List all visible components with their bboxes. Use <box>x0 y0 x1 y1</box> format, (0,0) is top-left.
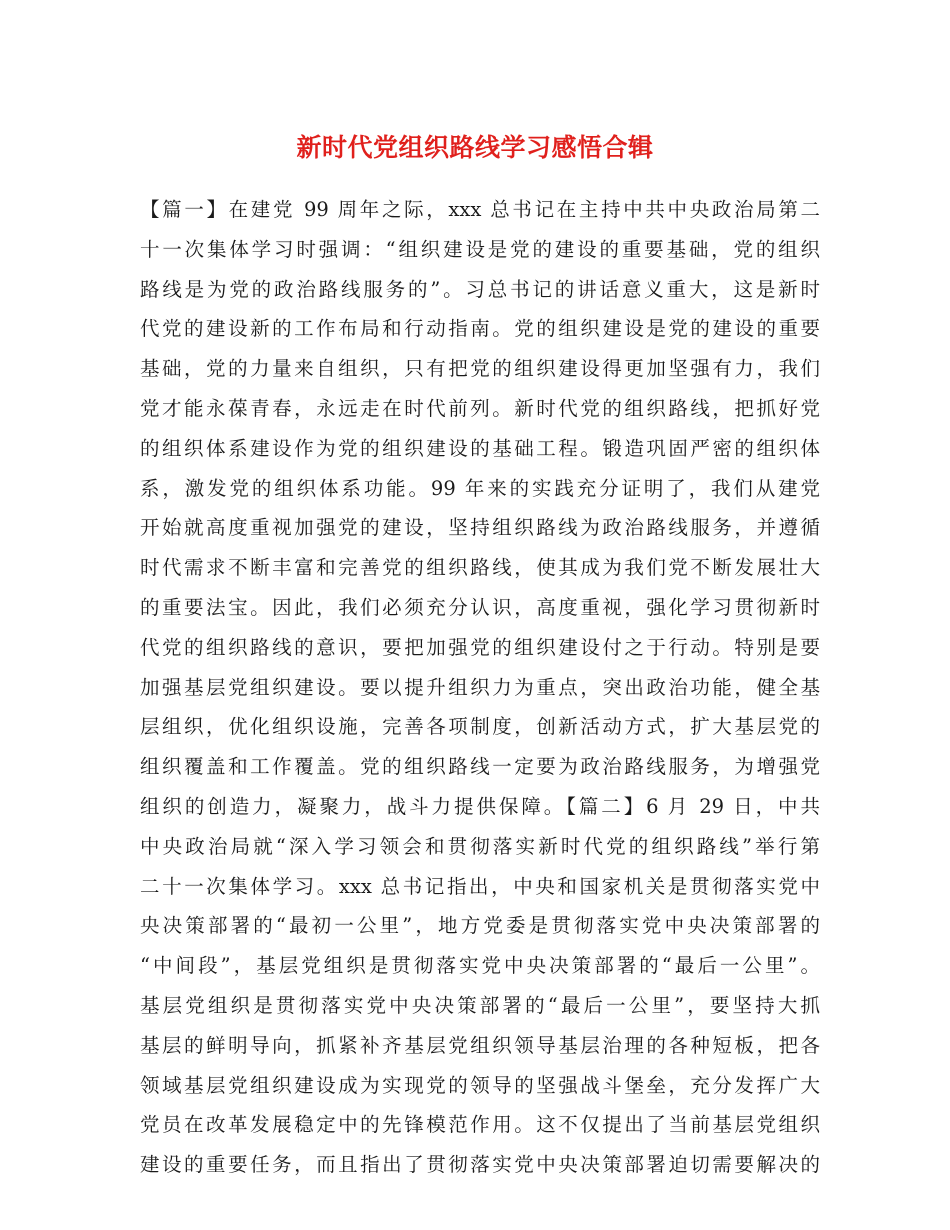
body-line: 十一次集体学习时强调：“组织建设是党的建设的重要基础，党的组织 <box>140 237 820 261</box>
body-line: 央决策部署的“最初一公里”，地方党委是贯彻落实党中央决策部署的 <box>140 914 820 938</box>
body-line: 中央政治局就“深入学习领会和贯彻落实新时代党的组织路线”举行第 <box>140 834 820 858</box>
body-line: 组织覆盖和工作覆盖。党的组织路线一定要为政治路线服务，为增强党 <box>140 755 820 779</box>
body-line: 基础，党的力量来自组织，只有把党的组织建设得更加坚强有力，我们 <box>140 357 820 381</box>
body-line: 基层的鲜明导向，抓紧补齐基层党组织领导基层治理的各种短板，把各 <box>140 1033 820 1057</box>
body-line: 党员在改革发展稳定中的先锋模范作用。这不仅提出了当前基层党组织 <box>140 1113 820 1137</box>
body-line: 的组织体系建设作为党的组织建设的基础工程。锻造巩固严密的组织体 <box>140 436 820 460</box>
body-line: 代党的组织路线的意识，要把加强党的组织建设付之于行动。特别是要 <box>140 635 820 659</box>
body-line: 基层党组织是贯彻落实党中央决策部署的“最后一公里”，要坚持大抓 <box>140 993 820 1017</box>
body-line: 【篇一】在建党 99 周年之际，xxx 总书记在主持中共中央政治局第二 <box>140 198 820 221</box>
body-line: “中间段”，基层党组织是贯彻落实党中央决策部署的“最后一公里”。 <box>140 954 820 978</box>
body-line: 代党的建设新的工作布局和行动指南。党的组织建设是党的建设的重要 <box>140 317 820 341</box>
body-line: 建设的重要任务，而且指出了贯彻落实党中央决策部署迫切需要解决的 <box>140 1153 820 1177</box>
body-line: 开始就高度重视加强党的建设，坚持组织路线为政治路线服务，并遵循 <box>140 516 820 540</box>
body-line: 时代需求不断丰富和完善党的组织路线，使其成为我们党不断发展壮大 <box>140 556 820 580</box>
body-line: 二十一次集体学习。xxx 总书记指出，中央和国家机关是贯彻落实党中 <box>140 874 820 898</box>
body-line: 的重要法宝。因此，我们必须充分认识，高度重视，强化学习贯彻新时 <box>140 595 820 619</box>
body-line: 系，激发党的组织体系功能。99 年来的实践充分证明了，我们从建党 <box>140 476 820 500</box>
document-body <box>140 190 820 1185</box>
body-line: 党才能永葆青春，永远走在时代前列。新时代党的组织路线，把抓好党 <box>140 396 820 420</box>
body-line: 领域基层党组织建设成为实现党的领导的坚强战斗堡垒，充分发挥广大 <box>140 1073 820 1097</box>
body-line: 组织的创造力，凝聚力，战斗力提供保障。【篇二】6 月 29 日，中共 <box>140 794 820 818</box>
body-line: 层组织，优化组织设施，完善各项制度，创新活动方式，扩大基层党的 <box>140 715 820 739</box>
document-title: 新时代党组织路线学习感悟合辑 <box>296 133 654 162</box>
body-line: 加强基层党组织建设。要以提升组织力为重点，突出政治功能，健全基 <box>140 675 820 699</box>
body-line: 路线是为党的政治路线服务的”。习总书记的讲话意义重大，这是新时 <box>140 277 820 301</box>
